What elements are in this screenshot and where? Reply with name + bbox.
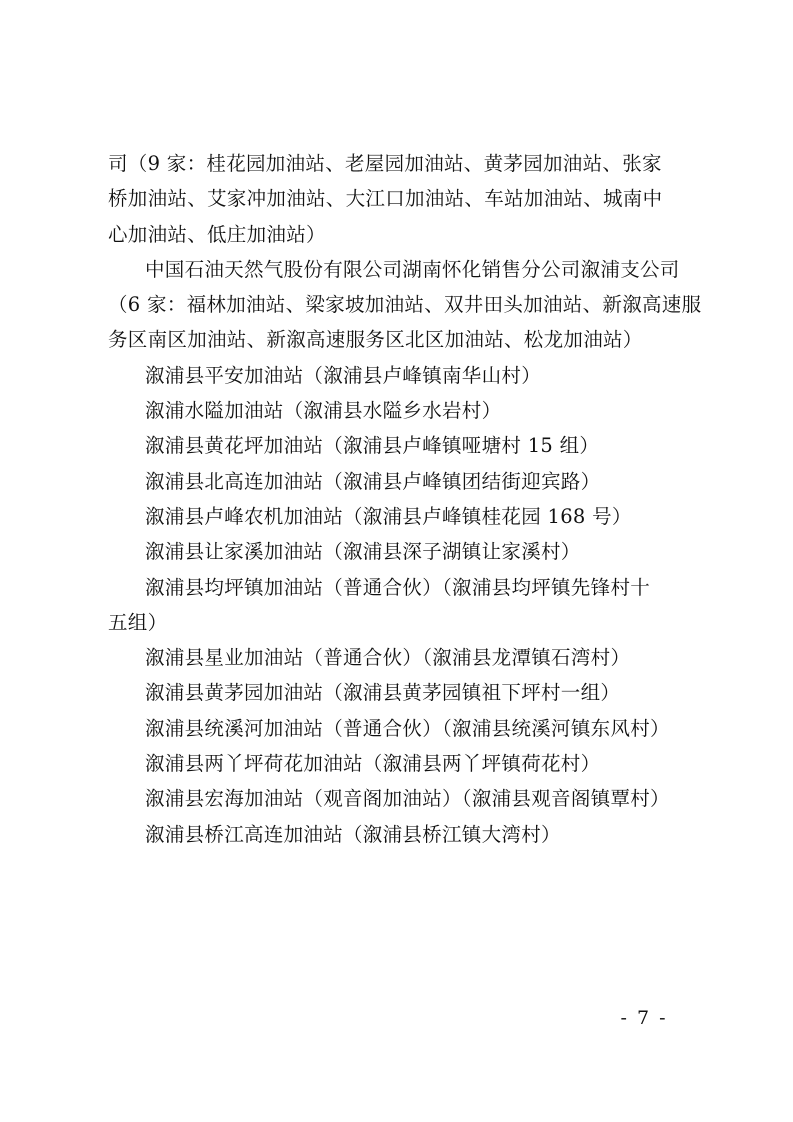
text-line-15: 溆浦县星业加油站（普通合伙）（溆浦县龙潭镇石湾村） (145, 646, 631, 670)
text-line-13: 溆浦县均坪镇加油站（普通合伙）（溆浦县均坪镇先锋村十 (145, 575, 651, 599)
text-line-3: 心加油站、低庄加油站） (108, 222, 326, 246)
text-line-4: 中国石油天然气股份有限公司湖南怀化销售分公司溆浦支公司 (145, 257, 680, 281)
text-line-17: 溆浦县统溪河加油站（普通合伙）（溆浦县统溪河镇东风村） (145, 716, 670, 740)
page-number: - 7 - (620, 1007, 668, 1029)
text-line-8: 溆浦水隘加油站（溆浦县水隘乡水岩村） (145, 399, 502, 423)
text-line-6: 务区南区加油站、新溆高速服务区北区加油站、松龙加油站） (108, 328, 643, 352)
text-line-7: 溆浦县平安加油站（溆浦县卢峰镇南华山村） (145, 363, 542, 387)
text-line-19: 溆浦县宏海加油站（观音阁加油站）（溆浦县观音阁镇覃村） (145, 787, 670, 811)
text-line-16: 溆浦县黄茅园加油站（溆浦县黄茅园镇祖下坪村一组） (145, 681, 621, 705)
text-line-18: 溆浦县两丫坪荷花加油站（溆浦县两丫坪镇荷花村） (145, 752, 601, 776)
text-line-11: 溆浦县卢峰农机加油站（溆浦县卢峰镇桂花园 168 号） (145, 504, 632, 528)
text-line-1: 司（9 家：桂花园加油站、老屋园加油站、黄茅园加油站、张家 (108, 152, 662, 175)
text-line-12: 溆浦县让家溪加油站（溆浦县深子湖镇让家溪村） (145, 540, 581, 564)
text-line-9: 溆浦县黄花坪加油站（溆浦县卢峰镇哑塘村 15 组） (145, 434, 600, 458)
text-line-20: 溆浦县桥江高连加油站（溆浦县桥江镇大湾村） (145, 822, 561, 846)
document-body (108, 146, 702, 852)
text-line-2: 桥加油站、艾家冲加油站、大江口加油站、车站加油站、城南中 (108, 187, 663, 211)
text-line-5: （6 家：福林加油站、梁家坡加油站、双井田头加油站、新溆高速服 (108, 293, 702, 317)
text-line-14: 五组） (108, 610, 168, 634)
text-line-10: 溆浦县北高连加油站（溆浦县卢峰镇团结街迎宾路） (145, 469, 601, 493)
